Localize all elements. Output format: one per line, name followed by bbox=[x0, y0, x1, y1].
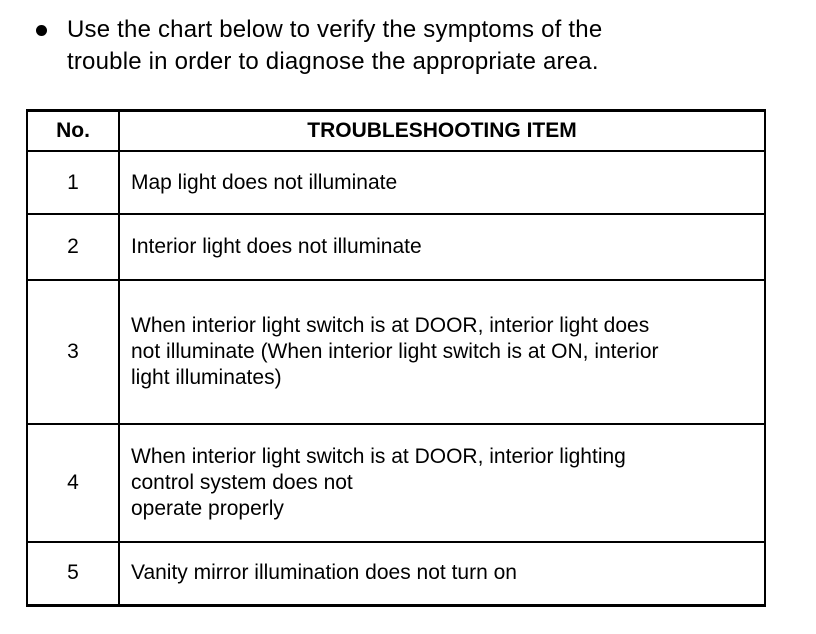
row-number: 4 bbox=[27, 424, 119, 542]
intro-bullet-item bbox=[36, 14, 776, 78]
row-item-line: Map light does not illuminate bbox=[131, 170, 398, 194]
table-row bbox=[27, 214, 765, 280]
row-item-line: control system does not bbox=[131, 471, 353, 494]
row-number: 1 bbox=[27, 151, 119, 214]
table-row bbox=[27, 280, 765, 424]
row-item-line: When interior light switch is at DOOR, interior light does bbox=[131, 314, 650, 337]
row-item-line: When interior light switch is at DOOR, interior lighting bbox=[131, 445, 626, 468]
header-troubleshooting-item: TROUBLESHOOTING ITEM bbox=[119, 111, 765, 152]
row-item bbox=[119, 151, 765, 214]
intro-text bbox=[67, 14, 602, 78]
row-item-line: light illuminates) bbox=[131, 366, 282, 389]
table-row bbox=[27, 151, 765, 214]
header-no: No. bbox=[27, 111, 119, 152]
table-row bbox=[27, 542, 765, 605]
row-item-line: Interior light does not illuminate bbox=[131, 235, 422, 258]
row-item bbox=[119, 280, 765, 424]
row-number: 5 bbox=[27, 542, 119, 605]
intro-line-1: Use the chart below to verify the symptoms of the bbox=[67, 16, 603, 43]
intro-instruction bbox=[36, 14, 776, 78]
row-item-line: operate properly bbox=[131, 497, 284, 520]
troubleshooting-table bbox=[26, 109, 766, 607]
row-item bbox=[119, 542, 765, 605]
table-row bbox=[27, 424, 765, 542]
row-number: 3 bbox=[27, 280, 119, 424]
row-item bbox=[119, 214, 765, 280]
bullet-icon bbox=[36, 25, 47, 36]
row-item-line: Vanity mirror illumination does not turn on bbox=[131, 561, 517, 585]
row-number: 2 bbox=[27, 214, 119, 280]
table-header-row bbox=[27, 111, 765, 152]
row-item-line: not illuminate (When interior light switch is at ON, interior bbox=[131, 340, 659, 363]
intro-line-2: trouble in order to diagnose the appropriate area. bbox=[67, 48, 599, 75]
row-item bbox=[119, 424, 765, 542]
